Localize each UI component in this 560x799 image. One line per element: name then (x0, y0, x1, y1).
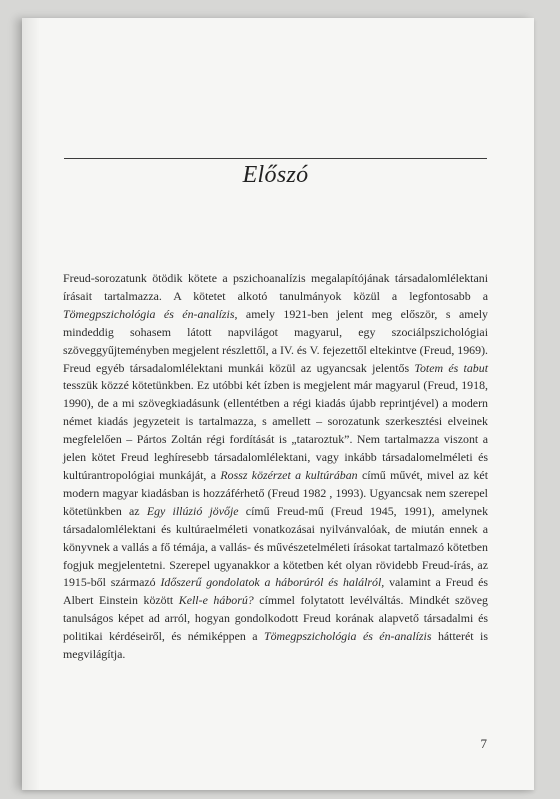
book-title-italic: Tömegpszichológia és én-analízis (264, 629, 432, 644)
book-page (22, 18, 534, 790)
text-run: című művét, mivel az két modern magyar kiadásban is hozzáférhető (Freud 1982 , 1993). Ugyancsak nem szerepel kötetünkben az (63, 467, 488, 518)
text-run: tesszük közzé kötetünkben. Ez utóbbi két ízben is megjelent már magyarul (Freud, 1918, 1990), de a mi szövegkiadásunk (ellentétben a régi kiadás újabb reprintjével) a modern német kiadás jegyzeteit is tartalmazza, s amellett – sorozatunk szerkesztési elveinek megfelelően – Pártos Zoltán régi fordítását is „tataroztuk”. Nem tartalmazza viszont a jelen kötet Freud leghíresebb társadalomlélektani, vagy inkább társadalomelméleti és kultúrantropológiai munkáját, a (63, 378, 488, 482)
text-run: című Freud-mű (Freud 1945, 1991), amelynek társadalomlélektani és kultúraelméleti vonatkozásai nyilvánvalóak, de miután ennek a könyvnek a vallás a fő témája, a vallás- és művészetelméleti írásokat tartalmazó kötetben fogjuk megjelentetni. Szerepel ugyanakkor a kötetben két olyan rövidebb Freud-írás, az 1915-ből származó (63, 503, 489, 590)
page-title: Előszó (242, 162, 309, 188)
page-number: 7 (480, 736, 487, 751)
text-run: címmel folytatott levélváltás. Mindkét szöveg tanulságos képet ad arról, hogyan gondolkodott Freud korának alapvető társadalmi és politikai kérdéseiről, és némiképpen a (63, 593, 488, 644)
book-title-italic: Időszerű gondolatok a háborúról és halálról, (160, 575, 385, 590)
text-run: hátterét is megvilágítja. (63, 629, 488, 662)
title-rule (64, 158, 487, 159)
text-run: valamint a Freud és Albert Einstein között (63, 575, 488, 608)
book-title-italic: Tömegpszichológia és én-analízis (63, 306, 235, 321)
book-title-italic: Egy illúzió jövője (146, 503, 239, 518)
text-run: Freud-sorozatunk ötödik kötete a pszichoanalízis megalapítójának társadalomlélektani írásait tartalmazza. A kötetet alkotó tanulmányok közül a legfontosabb a (63, 271, 488, 303)
text-run: , amely 1921-ben jelent meg először, s amely mindeddig sohasem látott napvilágot magyarul, egy szociálpszichológiai szöveggyűjteményben megjelent részlettől, a IV. és V. fejezettől eltekintve (Freud, 1969). Freud egyéb társadalomlélektani munkái közül az ugyancsak jelentős (63, 306, 488, 375)
book-title-italic: Totem és tabut (414, 360, 488, 375)
preface-paragraph (63, 270, 488, 664)
book-title-italic: Kell-e háború? (178, 593, 254, 608)
book-title-italic: Rossz közérzet a kultúrában (220, 467, 358, 482)
